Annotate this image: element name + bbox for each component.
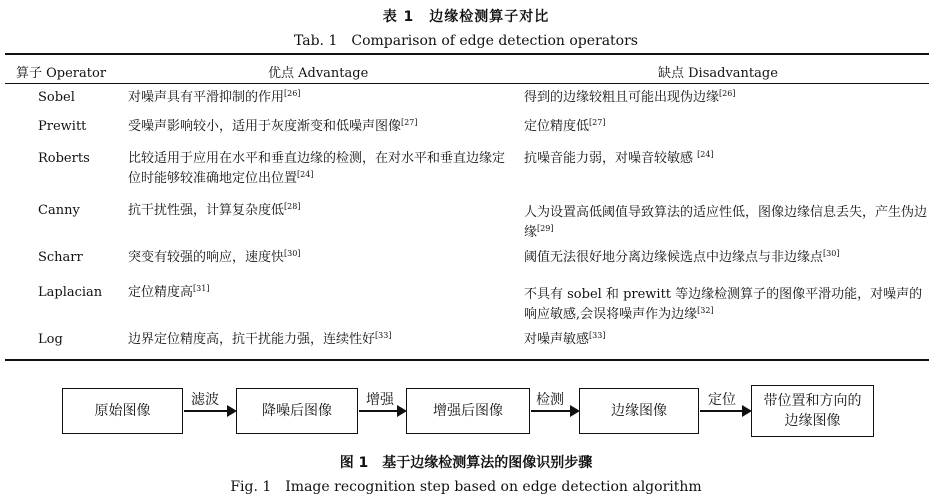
table-bottom-rule xyxy=(5,359,929,361)
table-top-rule xyxy=(5,53,929,55)
row-log-disadvantage: 对噪声敏感[33] xyxy=(524,331,606,347)
row-prewitt-advantage: 受噪声影响较小，适用于灰度渐变和低噪声图像[27] xyxy=(128,118,418,134)
row-laplacian-operator: Laplacian xyxy=(38,285,103,300)
row-scharr-disadvantage: 阈值无法很好地分离边缘候选点中边缘点与非边缘点[30] xyxy=(524,249,840,265)
figure-caption-en: Fig. 1 Image recognition step based on edge detection algorithm xyxy=(230,479,702,495)
table-title-en: Tab. 1 Comparison of edge detection operators xyxy=(294,33,638,49)
row-log-operator: Log xyxy=(38,332,63,347)
header-advantage: 优点 Advantage xyxy=(268,66,369,81)
figure-caption-cn: 图 1 基于边缘检测算法的图像识别步骤 xyxy=(339,455,593,471)
row-canny-advantage: 抗干扰性强，计算复杂度低[28] xyxy=(128,202,301,218)
header-disadvantage: 缺点 Disadvantage xyxy=(658,66,778,81)
flow-box-edge-image: 边缘图像 xyxy=(579,388,699,434)
table-header-rule xyxy=(5,83,929,84)
row-canny-disadvantage: 人为设置高低阈值导致算法的适应性低，图像边缘信息丢失，产生伪边缘[29] xyxy=(524,205,928,240)
row-canny-operator: Canny xyxy=(38,203,80,218)
row-scharr-advantage: 突变有较强的响应，速度快[30] xyxy=(128,249,301,265)
row-scharr-operator: Scharr xyxy=(38,250,83,265)
flow-arrow-4 xyxy=(700,410,750,412)
row-roberts-operator: Roberts xyxy=(38,151,90,166)
row-laplacian-disadvantage: 不具有 sobel 和 prewitt 等边缘检测算子的图像平滑功能，对噪声的响应敏感,会误将噪声作为边缘[32] xyxy=(524,287,923,322)
flow-arrow-1 xyxy=(184,410,235,412)
flow-arrow-2 xyxy=(359,410,405,412)
header-operator: 算子 Operator xyxy=(16,66,107,81)
row-log-advantage: 边界定位精度高，抗干扰能力强，连续性好[33] xyxy=(128,331,392,347)
flow-box-original-image: 原始图像 xyxy=(62,388,183,434)
row-sobel-advantage: 对噪声具有平滑抑制的作用[26] xyxy=(128,89,301,105)
flow-arrow-3 xyxy=(531,410,578,412)
row-prewitt-operator: Prewitt xyxy=(38,119,87,134)
row-roberts-advantage: 比较适用于应用在水平和垂直边缘的检测，在对水平和垂直边缘定位时能够较准确地定位出位置[24] xyxy=(128,151,506,186)
arrow-label-detect: 检测 xyxy=(536,392,564,408)
arrow-label-locate: 定位 xyxy=(708,392,736,408)
flow-box-denoised-image: 降噪后图像 xyxy=(236,388,358,434)
row-sobel-disadvantage: 得到的边缘较粗且可能出现伪边缘[26] xyxy=(524,89,736,105)
row-prewitt-disadvantage: 定位精度低[27] xyxy=(524,118,606,134)
row-laplacian-advantage: 定位精度高[31] xyxy=(128,284,210,300)
arrow-label-enhance: 增强 xyxy=(366,392,394,408)
table-title-cn: 表 1 边缘检测算子对比 xyxy=(382,9,550,25)
flow-box-enhanced-image: 增强后图像 xyxy=(406,388,530,434)
row-roberts-disadvantage: 抗噪音能力弱，对噪音较敏感 [24] xyxy=(524,150,714,166)
row-sobel-operator: Sobel xyxy=(38,90,75,105)
flow-box-edge-image-with-position: 带位置和方向的边缘图像 xyxy=(751,385,874,437)
arrow-label-filter: 滤波 xyxy=(191,392,219,408)
